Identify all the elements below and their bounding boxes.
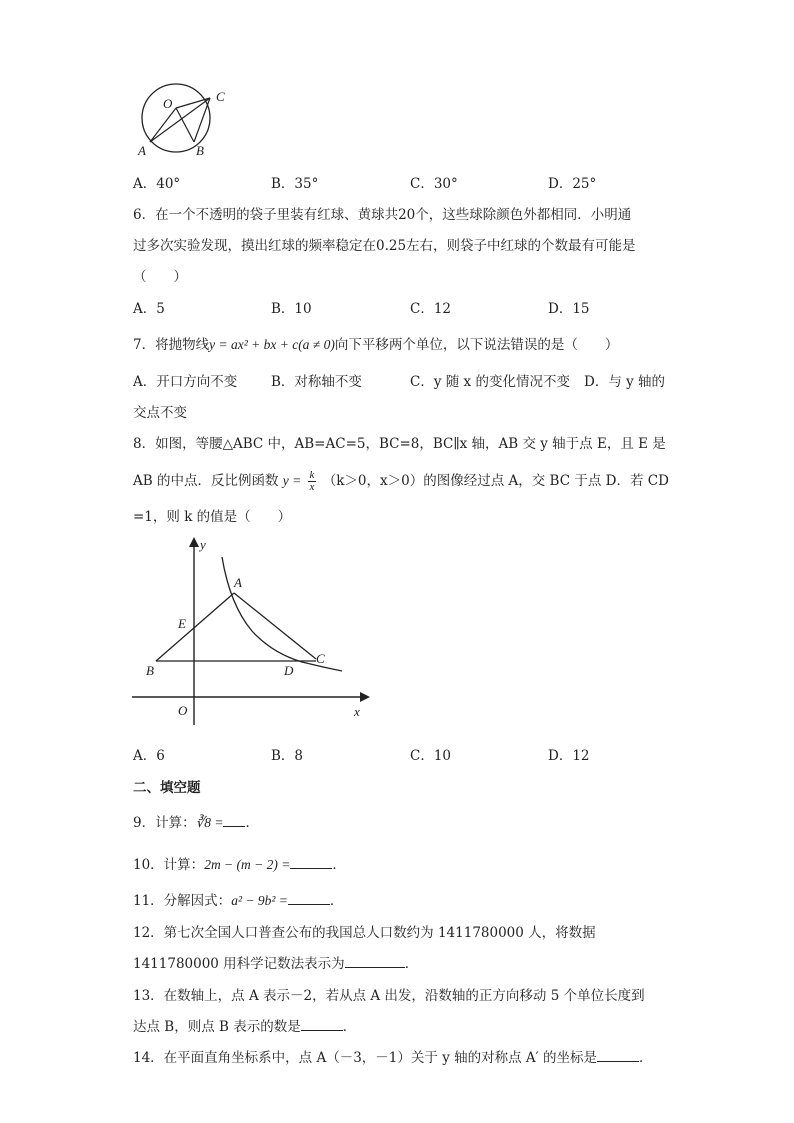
q8-option-d: D．12 bbox=[548, 748, 590, 764]
q8-option-c: C．10 bbox=[410, 748, 452, 764]
q11-tail: ． bbox=[329, 893, 344, 909]
q12-answer-blank[interactable] bbox=[345, 955, 405, 968]
label-c: C bbox=[316, 651, 325, 666]
label-x: x bbox=[354, 704, 360, 719]
circle-figure bbox=[128, 80, 238, 162]
label-b: B bbox=[146, 663, 154, 678]
q11-answer-blank[interactable] bbox=[288, 892, 330, 905]
label-o: O bbox=[178, 703, 188, 718]
q11-expr: a² − 9b² = bbox=[231, 893, 288, 908]
q6-line-3: （ ） bbox=[133, 269, 187, 285]
q12-tail: ． bbox=[404, 956, 419, 972]
circle-outline bbox=[142, 84, 210, 152]
y-axis-arrow bbox=[189, 537, 199, 547]
q10-text: 10．计算： bbox=[133, 857, 205, 873]
q9-expr: ∛8 = bbox=[195, 815, 224, 830]
q10 bbox=[133, 853, 346, 873]
q6-option-b: B．10 bbox=[271, 301, 312, 317]
label-d: D bbox=[284, 663, 294, 678]
q7-stem bbox=[133, 333, 618, 353]
q7-option-a: A．开口方向不变 bbox=[133, 374, 238, 390]
q12-line-1: 12．第七次全国人口普查公布的我国总人口数约为 1411780000 人，将数据 bbox=[133, 925, 596, 941]
q8-line-2-a: AB 的中点．反比例函数 bbox=[133, 473, 279, 489]
segment-oa bbox=[150, 108, 176, 142]
segment-oc bbox=[176, 98, 210, 108]
q8-formula-y: y = bbox=[282, 473, 302, 488]
q6-line-2: 过多次实验发现，摸出红球的频率稳定在0.25左右，则袋子中红球的个数最有可能是 bbox=[133, 238, 636, 254]
q10-answer-blank[interactable] bbox=[290, 856, 332, 869]
q6-option-a: A．5 bbox=[133, 301, 165, 317]
q8-line-2 bbox=[133, 469, 669, 493]
q6-option-c: C．12 bbox=[410, 301, 452, 317]
q8-option-b: B．8 bbox=[271, 748, 304, 764]
q13-tail: ． bbox=[342, 1019, 357, 1035]
q5-option-a: A．40° bbox=[133, 176, 181, 192]
q6-option-d: D．15 bbox=[548, 301, 590, 317]
q5-option-d: D．25° bbox=[548, 176, 597, 192]
q8-fraction bbox=[308, 470, 317, 493]
q13-line-1: 13．在数轴上，点 A 表示－2，若从点 A 出发，沿数轴的正方向移动 5 个单位长度到 bbox=[133, 988, 645, 1004]
q12-line-2 bbox=[133, 952, 418, 972]
q7-option-b: B．对称轴不变 bbox=[271, 374, 362, 390]
label-a: A bbox=[138, 143, 146, 158]
label-a: A bbox=[234, 575, 242, 590]
x-axis-arrow bbox=[360, 692, 370, 702]
q5-option-b: B．35° bbox=[271, 176, 319, 192]
q14 bbox=[133, 1046, 653, 1066]
q8-frac-den: x bbox=[309, 481, 315, 493]
segment-ba bbox=[156, 593, 234, 661]
q7-option-d-cont: 交点不变 bbox=[133, 405, 187, 421]
segment-ac bbox=[150, 98, 210, 142]
q5-option-c: C．30° bbox=[410, 176, 458, 192]
q8-line-1: 8．如图，等腰△ABC 中，AB=AC=5，BC=8，BC∥x 轴，AB 交 y 轴于点 E，且 E 是 bbox=[133, 436, 666, 452]
q9-answer-blank[interactable] bbox=[223, 814, 245, 827]
q13-answer-blank[interactable] bbox=[301, 1018, 343, 1031]
q14-text: 14．在平面直角坐标系中，点 A（－3，－1）关于 y 轴的对称点 A′ 的坐标是 bbox=[133, 1050, 598, 1066]
label-c: C bbox=[216, 89, 225, 104]
label-o: O bbox=[163, 96, 173, 111]
q14-tail: ． bbox=[639, 1050, 653, 1066]
q13-line-2 bbox=[133, 1015, 356, 1035]
q11-text: 11．分解因式： bbox=[133, 893, 232, 909]
q7-option-c: C．y 随 x 的变化情况不变 bbox=[410, 374, 570, 390]
q13-line-2-text: 达点 B，则点 B 表示的数是 bbox=[133, 1019, 301, 1035]
q10-tail: ． bbox=[332, 857, 346, 873]
q9 bbox=[133, 811, 259, 831]
q8-line-3: =1，则 k 的值是（ ） bbox=[133, 509, 292, 525]
label-e: E bbox=[178, 616, 186, 631]
q7-formula: y = ax² + bx + c(a ≠ 0) bbox=[209, 337, 335, 352]
label-y: y bbox=[200, 537, 206, 552]
q7-option-d: D．与 y 轴的 bbox=[584, 374, 666, 390]
q8-frac-num: k bbox=[309, 469, 315, 481]
q11 bbox=[133, 889, 343, 909]
q12-line-2-text: 1411780000 用科学记数法表示为 bbox=[133, 956, 345, 972]
q9-text: 9．计算： bbox=[133, 815, 196, 831]
segment-ac bbox=[234, 593, 316, 659]
q6-line-1: 6．在一个不透明的袋子里装有红球、黄球共20个，这些球除颜色外都相同．小明通 bbox=[133, 207, 632, 223]
segment-ob bbox=[176, 108, 194, 142]
section-fill-in-heading: 二、填空题 bbox=[133, 780, 201, 796]
q14-answer-blank[interactable] bbox=[597, 1049, 639, 1062]
q8-line-2-b: （k＞0，x＞0）的图像经过点 A，交 BC 于点 D．若 CD bbox=[322, 473, 669, 489]
q7-suffix: 向下平移两个单位，以下说法错误的是（ ） bbox=[334, 337, 619, 353]
q10-expr: 2m − (m − 2) = bbox=[204, 857, 291, 872]
q9-tail: ． bbox=[245, 815, 259, 831]
q7-prefix: 7．将抛物线 bbox=[133, 337, 210, 353]
q8-option-a: A．6 bbox=[133, 748, 165, 764]
hyperbola-triangle-figure bbox=[132, 535, 377, 727]
label-b: B bbox=[196, 143, 204, 158]
